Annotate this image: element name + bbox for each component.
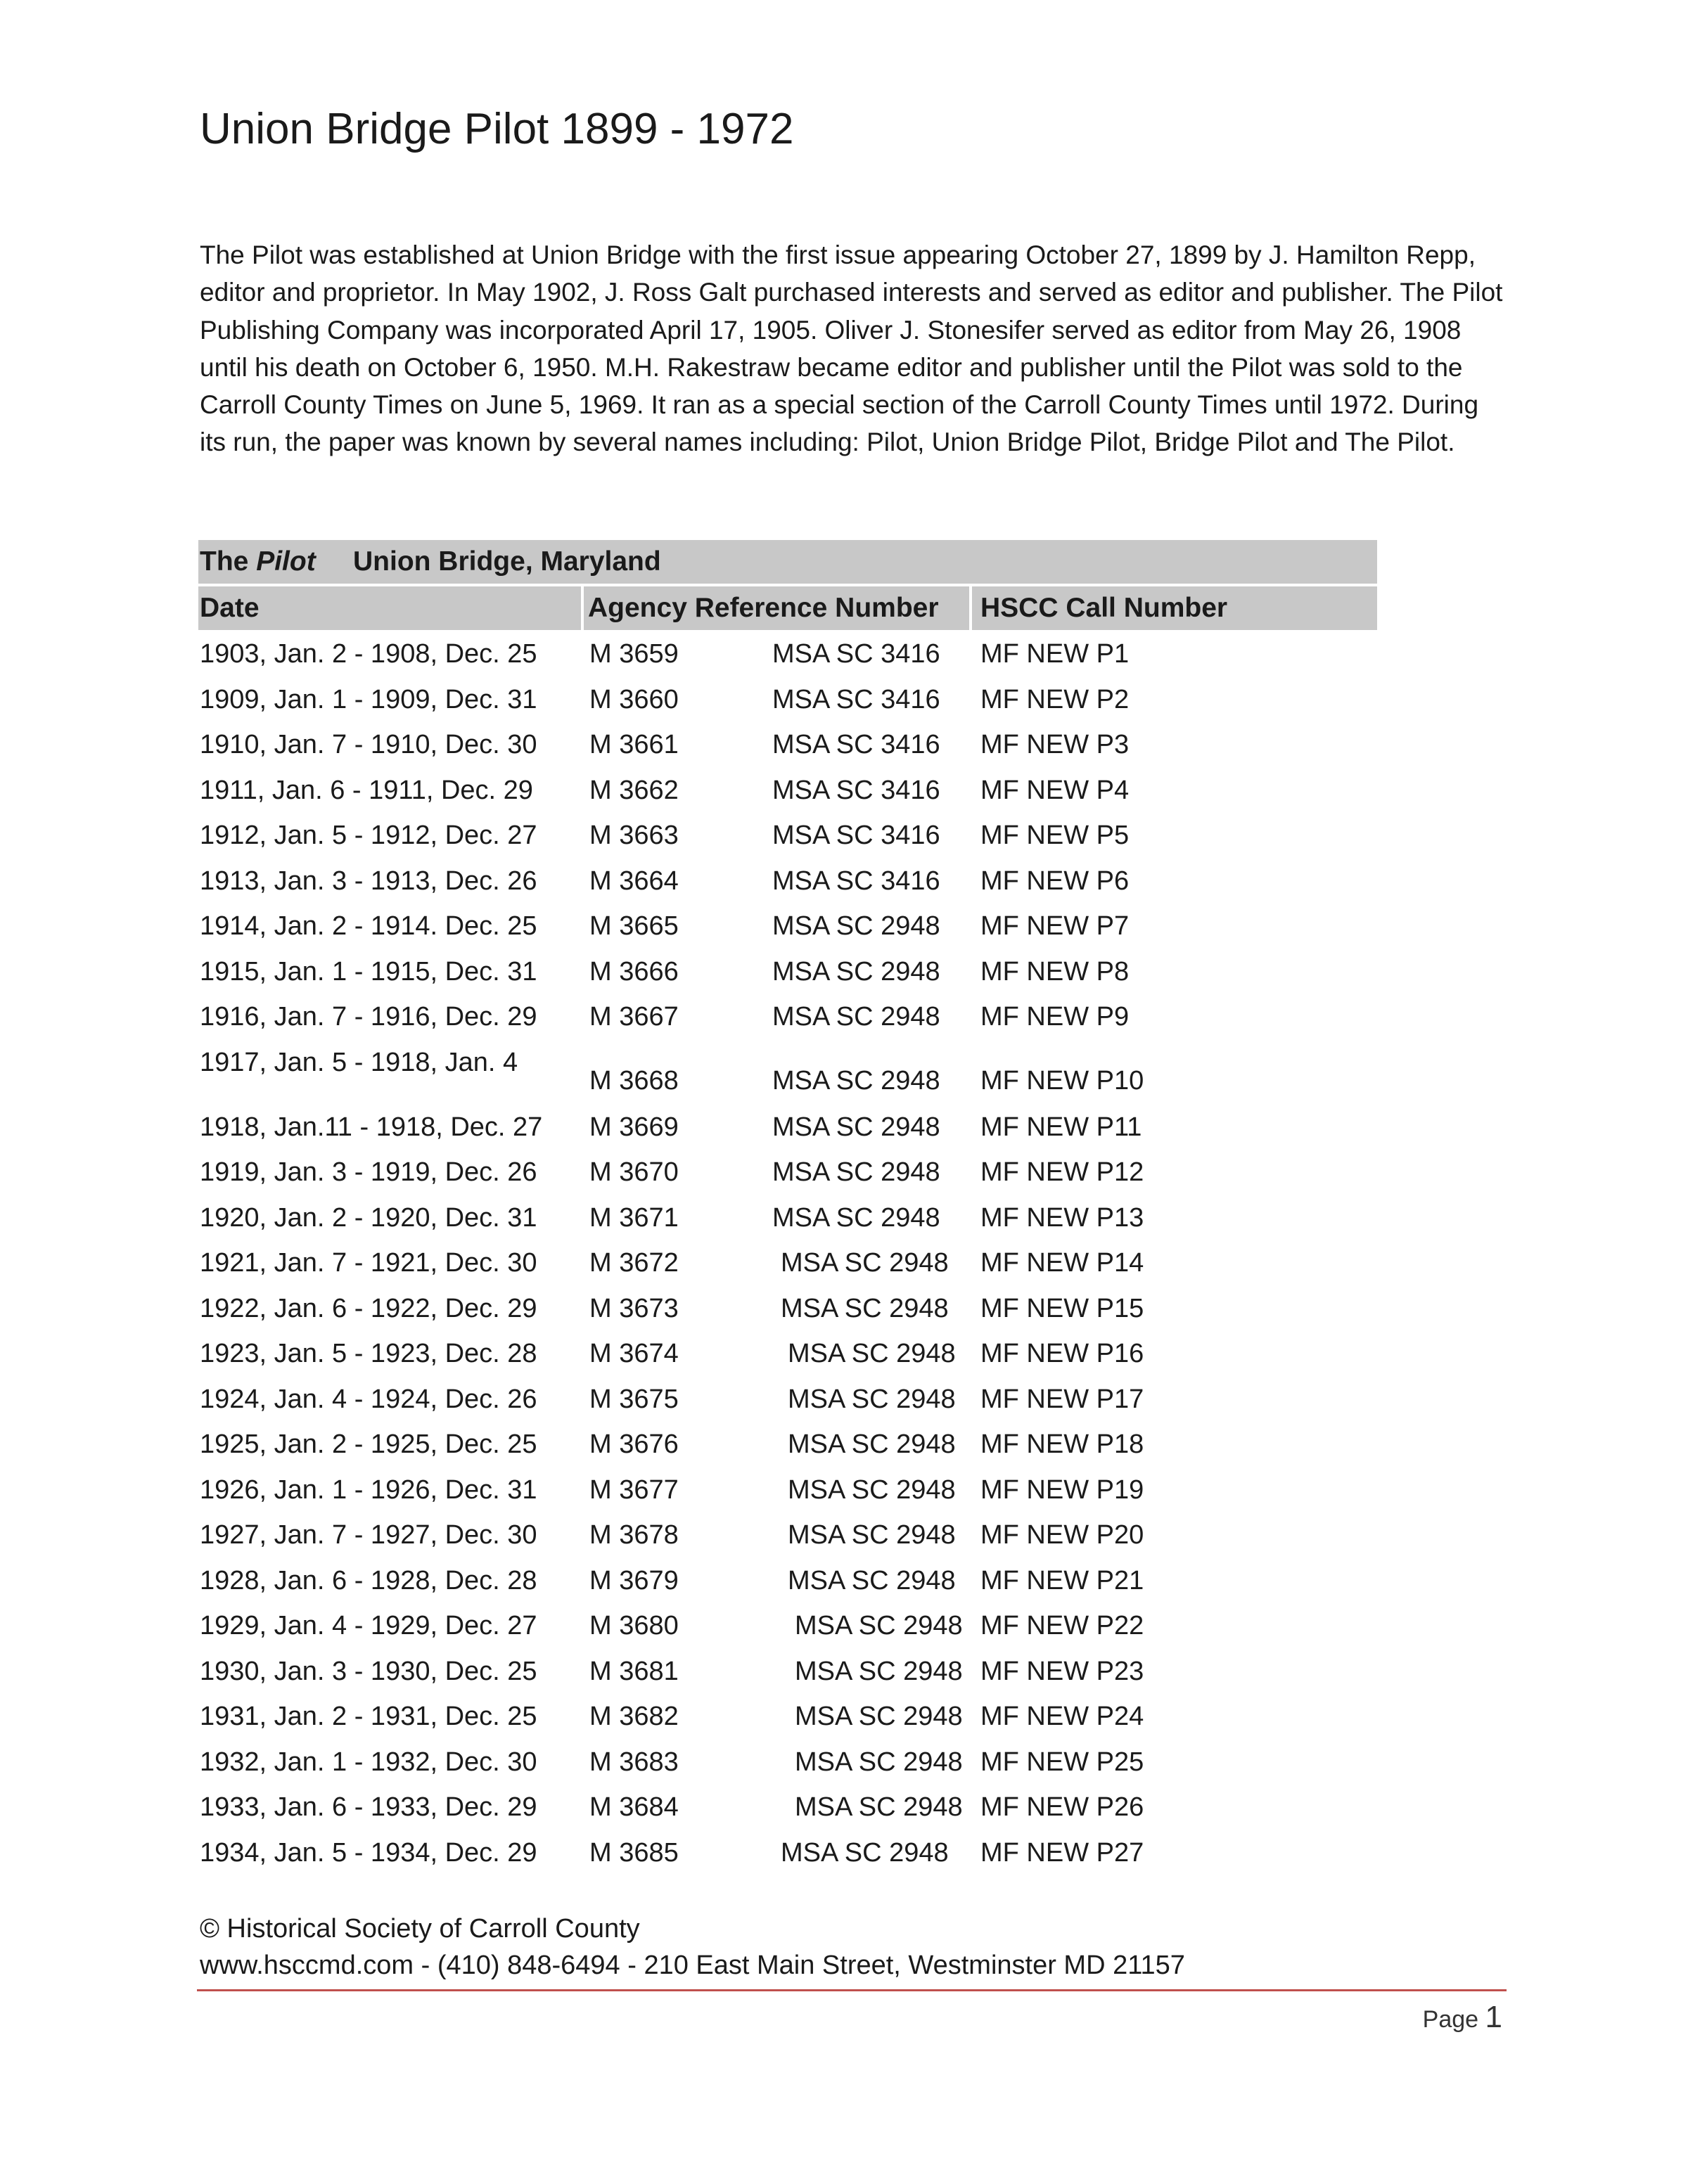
cell-microfilm: M 3659 <box>589 639 679 669</box>
table-row <box>0 1649 1688 1695</box>
column-header-date: Date <box>198 586 581 630</box>
cell-msa: MSA SC 3416 <box>772 684 940 714</box>
cell-call-number: MF NEW P2 <box>980 684 1130 714</box>
cell-date: 1909, Jan. 1 - 1909, Dec. 31 <box>200 684 537 714</box>
cell-call-number: MF NEW P5 <box>980 821 1130 850</box>
cell-date: 1933, Jan. 6 - 1933, Dec. 29 <box>200 1792 537 1822</box>
cell-call-number: MF NEW P13 <box>980 1202 1144 1233</box>
cell-microfilm: M 3664 <box>589 866 679 896</box>
cell-microfilm: M 3666 <box>589 956 679 987</box>
table-row <box>0 1240 1688 1286</box>
cell-msa: MSA SC 2948 <box>781 1293 949 1323</box>
cell-microfilm: M 3685 <box>589 1837 679 1868</box>
table-title-location: Union Bridge, Maryland <box>353 546 661 577</box>
table-row <box>0 859 1688 904</box>
cell-microfilm: M 3669 <box>589 1112 679 1142</box>
table-title-pilot: Pilot <box>256 546 316 577</box>
cell-microfilm: M 3670 <box>589 1157 679 1187</box>
cell-msa: MSA SC 2948 <box>772 1065 940 1096</box>
column-header-call-number: HSCC Call Number <box>972 586 1377 630</box>
cell-msa: MSA SC 2948 <box>795 1792 963 1822</box>
cell-msa: MSA SC 2948 <box>795 1747 963 1777</box>
cell-msa: MSA SC 2948 <box>795 1656 963 1686</box>
cell-date: 1924, Jan. 4 - 1924, Dec. 26 <box>200 1384 537 1414</box>
table-row <box>0 1512 1688 1558</box>
cell-date: 1916, Jan. 7 - 1916, Dec. 29 <box>200 1002 537 1032</box>
cell-call-number: MF NEW P18 <box>980 1430 1144 1459</box>
cell-msa: MSA SC 2948 <box>788 1565 956 1595</box>
table-row <box>0 677 1688 723</box>
table-row <box>0 768 1688 814</box>
cell-microfilm: M 3678 <box>589 1520 679 1550</box>
cell-date: 1917, Jan. 5 - 1918, Jan. 4 <box>200 1047 518 1077</box>
table-row <box>0 1558 1688 1604</box>
cell-msa: MSA SC 2948 <box>788 1475 956 1505</box>
cell-msa: MSA SC 2948 <box>788 1520 956 1550</box>
table-row <box>0 1195 1688 1241</box>
table-row <box>0 994 1688 1040</box>
table-row <box>0 813 1688 859</box>
cell-date: 1926, Jan. 1 - 1926, Dec. 31 <box>200 1475 537 1505</box>
cell-msa: MSA SC 3416 <box>772 775 940 805</box>
cell-call-number: MF NEW P16 <box>980 1339 1144 1368</box>
cell-date: 1934, Jan. 5 - 1934, Dec. 29 <box>200 1837 537 1868</box>
cell-msa: MSA SC 2948 <box>795 1702 963 1731</box>
cell-call-number: MF NEW P20 <box>980 1520 1144 1550</box>
cell-call-number: MF NEW P15 <box>980 1293 1144 1323</box>
cell-msa: MSA SC 2948 <box>772 1202 940 1233</box>
cell-msa: MSA SC 2948 <box>772 1157 940 1187</box>
intro-paragraph: The Pilot was established at Union Bridge with the first issue appearing October 27, 1899 by J. Hamilton Repp, editor and proprietor. In May 1902, J. Ross Galt purchased interests and served as editor and publisher. The Pilot Publishing Company was incorporated April 17, 1905. Oliver J. Stonesifer served as editor from May 26, 1908 until his death on October 6, 1950. M.H. Rakestraw became editor and publisher until the Pilot was sold to the Carroll County Times on June 5, 1969. It ran as a special section of the Carroll County Times until 1972. During its run, the paper was known by several names including: Pilot, Union Bridge Pilot, Bridge Pilot and The Pilot. <box>200 240 1503 457</box>
cell-date: 1925, Jan. 2 - 1925, Dec. 25 <box>200 1430 537 1459</box>
page-label: Page <box>1422 2006 1479 2033</box>
cell-call-number: MF NEW P19 <box>980 1475 1144 1505</box>
cell-microfilm: M 3665 <box>589 911 679 941</box>
cell-date: 1913, Jan. 3 - 1913, Dec. 26 <box>200 866 537 896</box>
table-row <box>0 1422 1688 1467</box>
footer-rule <box>197 1989 1507 1991</box>
cell-msa: MSA SC 2948 <box>781 1837 949 1868</box>
page-number <box>1423 2000 1502 2035</box>
cell-microfilm: M 3662 <box>589 775 679 805</box>
cell-date: 1922, Jan. 6 - 1922, Dec. 29 <box>200 1293 537 1323</box>
cell-msa: MSA SC 2948 <box>772 1112 940 1142</box>
cell-call-number: MF NEW P8 <box>980 956 1130 987</box>
column-header-agency: Agency Reference Number <box>584 586 969 630</box>
cell-microfilm: M 3680 <box>589 1611 679 1640</box>
cell-call-number: MF NEW P24 <box>980 1702 1144 1731</box>
cell-call-number: MF NEW P23 <box>980 1656 1144 1686</box>
table-row <box>0 1694 1688 1740</box>
cell-date: 1918, Jan.11 - 1918, Dec. 27 <box>200 1112 543 1142</box>
cell-msa: MSA SC 2948 <box>788 1339 956 1368</box>
cell-date: 1920, Jan. 2 - 1920, Dec. 31 <box>200 1202 537 1233</box>
cell-microfilm: M 3663 <box>589 821 679 850</box>
cell-date: 1903, Jan. 2 - 1908, Dec. 25 <box>200 639 537 669</box>
cell-date: 1929, Jan. 4 - 1929, Dec. 27 <box>200 1611 537 1640</box>
table-row <box>0 1105 1688 1150</box>
cell-microfilm: M 3684 <box>589 1792 679 1822</box>
cell-msa: MSA SC 2948 <box>772 1002 940 1032</box>
cell-date: 1923, Jan. 5 - 1923, Dec. 28 <box>200 1339 537 1368</box>
cell-call-number: MF NEW P4 <box>980 775 1130 805</box>
cell-call-number: MF NEW P11 <box>980 1112 1142 1142</box>
cell-date: 1919, Jan. 3 - 1919, Dec. 26 <box>200 1157 537 1187</box>
table-row <box>0 1603 1688 1649</box>
cell-microfilm: M 3660 <box>589 684 679 714</box>
cell-call-number: MF NEW P3 <box>980 730 1130 759</box>
table-row <box>0 1785 1688 1830</box>
cell-call-number: MF NEW P7 <box>980 911 1130 941</box>
cell-date: 1912, Jan. 5 - 1912, Dec. 27 <box>200 821 537 850</box>
page-number-value: 1 <box>1485 2000 1502 2034</box>
cell-microfilm: M 3677 <box>589 1475 679 1505</box>
cell-call-number: MF NEW P10 <box>980 1065 1144 1096</box>
table-row <box>0 1377 1688 1422</box>
cell-date: 1931, Jan. 2 - 1931, Dec. 25 <box>200 1702 537 1731</box>
cell-msa: MSA SC 3416 <box>772 639 940 669</box>
table-row <box>0 1331 1688 1377</box>
cell-microfilm: M 3661 <box>589 730 679 759</box>
cell-call-number: MF NEW P26 <box>980 1792 1144 1822</box>
table-row <box>0 1467 1688 1513</box>
cell-call-number: MF NEW P12 <box>980 1157 1144 1187</box>
cell-msa: MSA SC 2948 <box>772 956 940 987</box>
cell-microfilm: M 3668 <box>589 1065 679 1096</box>
cell-date: 1927, Jan. 7 - 1927, Dec. 30 <box>200 1520 537 1550</box>
cell-msa: MSA SC 2948 <box>788 1384 956 1414</box>
table-row <box>0 904 1688 949</box>
cell-msa: MSA SC 3416 <box>772 866 940 896</box>
cell-date: 1932, Jan. 1 - 1932, Dec. 30 <box>200 1747 537 1777</box>
cell-date: 1930, Jan. 3 - 1930, Dec. 25 <box>200 1656 537 1686</box>
cell-microfilm: M 3675 <box>589 1384 679 1414</box>
cell-date: 1910, Jan. 7 - 1910, Dec. 30 <box>200 730 537 759</box>
cell-msa: MSA SC 3416 <box>772 730 940 759</box>
table-row <box>0 949 1688 995</box>
cell-call-number: MF NEW P6 <box>980 866 1130 896</box>
cell-call-number: MF NEW P17 <box>980 1384 1144 1414</box>
cell-microfilm: M 3676 <box>589 1430 679 1459</box>
cell-microfilm: M 3682 <box>589 1702 679 1731</box>
cell-call-number: MF NEW P1 <box>980 639 1130 669</box>
cell-msa: MSA SC 2948 <box>772 911 940 941</box>
cell-call-number: MF NEW P9 <box>980 1002 1130 1032</box>
cell-call-number: MF NEW P22 <box>980 1611 1144 1640</box>
cell-call-number: MF NEW P14 <box>980 1248 1144 1278</box>
table-body <box>0 631 1688 1875</box>
cell-call-number: MF NEW P27 <box>980 1837 1144 1868</box>
table-row <box>0 722 1688 768</box>
table-row <box>0 1040 1688 1105</box>
cell-microfilm: M 3672 <box>589 1248 679 1278</box>
cell-date: 1911, Jan. 6 - 1911, Dec. 29 <box>200 775 533 805</box>
cell-microfilm: M 3667 <box>589 1002 679 1032</box>
footer-copyright: © Historical Society of Carroll County <box>200 1914 640 1944</box>
cell-microfilm: M 3671 <box>589 1202 679 1233</box>
cell-date: 1928, Jan. 6 - 1928, Dec. 28 <box>200 1565 537 1595</box>
cell-date: 1921, Jan. 7 - 1921, Dec. 30 <box>200 1248 537 1278</box>
cell-microfilm: M 3673 <box>589 1293 679 1323</box>
cell-msa: MSA SC 2948 <box>795 1611 963 1640</box>
cell-date: 1914, Jan. 2 - 1914. Dec. 25 <box>200 911 537 941</box>
table-row <box>0 1150 1688 1195</box>
cell-msa: MSA SC 3416 <box>772 821 940 850</box>
table-row <box>0 631 1688 677</box>
page-title: Union Bridge Pilot 1899 - 1972 <box>200 105 794 153</box>
table-row <box>0 1740 1688 1785</box>
cell-call-number: MF NEW P21 <box>980 1565 1144 1595</box>
table-title-the: The <box>200 546 249 577</box>
cell-microfilm: M 3674 <box>589 1339 679 1368</box>
cell-call-number: MF NEW P25 <box>980 1747 1144 1777</box>
cell-microfilm: M 3679 <box>589 1565 679 1595</box>
table-row <box>0 1830 1688 1876</box>
cell-msa: MSA SC 2948 <box>788 1430 956 1459</box>
cell-date: 1915, Jan. 1 - 1915, Dec. 31 <box>200 956 537 987</box>
cell-microfilm: M 3681 <box>589 1656 679 1686</box>
cell-microfilm: M 3683 <box>589 1747 679 1777</box>
table-row <box>0 1286 1688 1332</box>
table-title-bar <box>198 540 1377 584</box>
cell-msa: MSA SC 2948 <box>781 1248 949 1278</box>
footer-contact: www.hsccmd.com - (410) 848-6494 - 210 East Main Street, Westminster MD 21157 <box>200 1951 1185 1980</box>
